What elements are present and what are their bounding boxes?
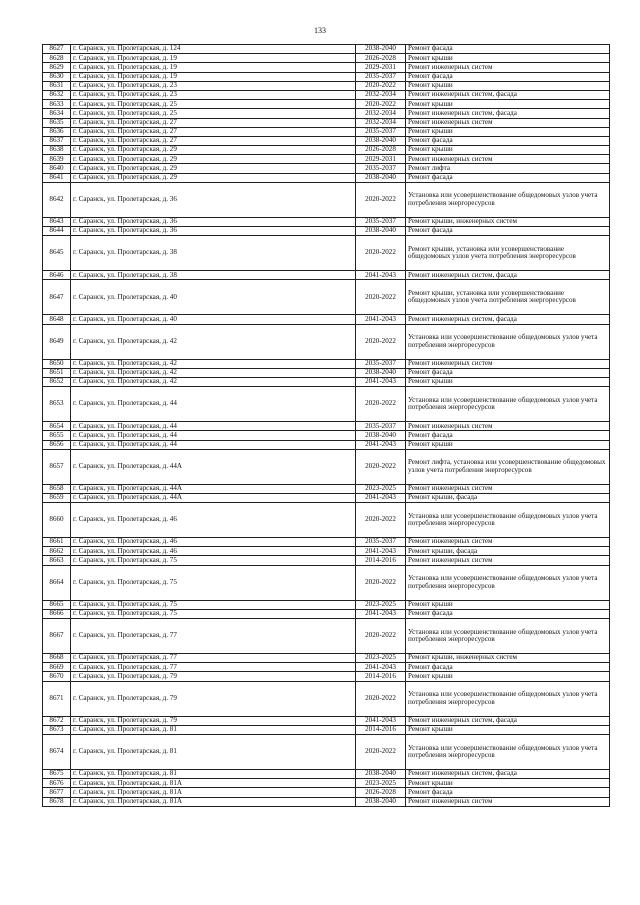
row-work-type: Ремонт лифта (406, 164, 610, 173)
row-period: 2020-2022 (356, 81, 406, 90)
row-address: г. Саранск, ул. Пролетарская, д. 75 (71, 609, 356, 618)
row-work-type: Установка или усовершенствование общедомовых узлов учета потребления энергоресурсов (406, 387, 610, 422)
table-row (43, 182, 610, 217)
row-period: 2020-2022 (356, 565, 406, 600)
table-row (43, 136, 610, 145)
row-work-type: Ремонт крыши (406, 127, 610, 136)
row-work-type: Ремонт лифта, установка или усовершенствование общедомовых узлов учета потребления энергоресурсов (406, 449, 610, 484)
row-address: г. Саранск, ул. Пролетарская, д. 29 (71, 173, 356, 182)
row-number: 8643 (43, 217, 71, 226)
row-period: 2026-2028 (356, 146, 406, 155)
row-number: 8656 (43, 440, 71, 449)
row-period: 2041-2043 (356, 440, 406, 449)
row-number: 8632 (43, 90, 71, 99)
row-number: 8660 (43, 503, 71, 538)
row-address: г. Саранск, ул. Пролетарская, д. 40 (71, 280, 356, 315)
row-number: 8635 (43, 118, 71, 127)
row-address: г. Саранск, ул. Пролетарская, д. 27 (71, 136, 356, 145)
row-work-type: Установка или усовершенствование общедомовых узлов учета потребления энергоресурсов (406, 734, 610, 769)
row-work-type: Ремонт крыши (406, 672, 610, 681)
row-period: 2032-2034 (356, 109, 406, 118)
row-work-type: Ремонт инженерных систем, фасада (406, 90, 610, 99)
table-row (43, 538, 610, 547)
table-row (43, 556, 610, 565)
row-work-type: Ремонт крыши (406, 54, 610, 63)
table-row (43, 173, 610, 182)
row-address: г. Саранск, ул. Пролетарская, д. 44 (71, 387, 356, 422)
row-address: г. Саранск, ул. Пролетарская, д. 42 (71, 324, 356, 359)
row-address: г. Саранск, ул. Пролетарская, д. 19 (71, 54, 356, 63)
row-work-type: Установка или усовершенствование общедомовых узлов учета потребления энергоресурсов (406, 503, 610, 538)
row-address: г. Саранск, ул. Пролетарская, д. 79 (71, 672, 356, 681)
row-number: 8639 (43, 155, 71, 164)
row-address: г. Саранск, ул. Пролетарская, д. 75 (71, 600, 356, 609)
row-number: 8627 (43, 45, 71, 54)
row-period: 2035-2037 (356, 217, 406, 226)
row-period: 2032-2034 (356, 90, 406, 99)
row-address: г. Саранск, ул. Пролетарская, д. 23 (71, 90, 356, 99)
row-number: 8677 (43, 788, 71, 797)
row-period: 2020-2022 (356, 236, 406, 271)
row-period: 2035-2037 (356, 72, 406, 81)
table-row (43, 227, 610, 236)
row-work-type: Ремонт фасада (406, 136, 610, 145)
repair-schedule-table (42, 44, 610, 807)
row-number: 8667 (43, 619, 71, 654)
row-address: г. Саранск, ул. Пролетарская, д. 81 (71, 734, 356, 769)
row-address: г. Саранск, ул. Пролетарская, д. 36 (71, 182, 356, 217)
table-body (43, 45, 610, 807)
row-period: 2035-2037 (356, 538, 406, 547)
row-work-type: Установка или усовершенствование общедомовых узлов учета потребления энергоресурсов (406, 681, 610, 716)
table-row (43, 109, 610, 118)
row-work-type: Ремонт крыши (406, 600, 610, 609)
row-work-type: Ремонт фасада (406, 788, 610, 797)
row-period: 2026-2028 (356, 54, 406, 63)
row-address: г. Саранск, ул. Пролетарская, д. 42 (71, 359, 356, 368)
table-row (43, 440, 610, 449)
table-row (43, 431, 610, 440)
row-period: 2038-2040 (356, 45, 406, 54)
row-address: г. Саранск, ул. Пролетарская, д. 40 (71, 315, 356, 324)
row-address: г. Саранск, ул. Пролетарская, д. 44А (71, 493, 356, 502)
row-work-type: Ремонт инженерных систем (406, 63, 610, 72)
row-period: 2014-2016 (356, 725, 406, 734)
row-work-type: Ремонт инженерных систем, фасада (406, 769, 610, 778)
row-address: г. Саранск, ул. Пролетарская, д. 19 (71, 63, 356, 72)
row-work-type: Ремонт крыши (406, 440, 610, 449)
row-number: 8668 (43, 654, 71, 663)
row-address: г. Саранск, ул. Пролетарская, д. 19 (71, 72, 356, 81)
row-address: г. Саранск, ул. Пролетарская, д. 44А (71, 484, 356, 493)
row-number: 8662 (43, 547, 71, 556)
row-period: 2041-2043 (356, 315, 406, 324)
row-number: 8661 (43, 538, 71, 547)
row-period: 2038-2040 (356, 136, 406, 145)
row-work-type: Ремонт фасада (406, 173, 610, 182)
row-number: 8641 (43, 173, 71, 182)
row-period: 2029-2031 (356, 63, 406, 72)
row-period: 2041-2043 (356, 663, 406, 672)
table-row (43, 609, 610, 618)
row-period: 2020-2022 (356, 681, 406, 716)
row-period: 2020-2022 (356, 503, 406, 538)
row-work-type: Ремонт крыши, инженерных систем (406, 217, 610, 226)
table-row (43, 600, 610, 609)
table-row (43, 164, 610, 173)
row-period: 2038-2040 (356, 769, 406, 778)
row-number: 8670 (43, 672, 71, 681)
row-number: 8634 (43, 109, 71, 118)
row-number: 8642 (43, 182, 71, 217)
row-address: г. Саранск, ул. Пролетарская, д. 42 (71, 368, 356, 377)
row-number: 8651 (43, 368, 71, 377)
table-row (43, 81, 610, 90)
row-address: г. Саранск, ул. Пролетарская, д. 81А (71, 788, 356, 797)
row-address: г. Саранск, ул. Пролетарская, д. 44 (71, 422, 356, 431)
row-number: 8646 (43, 271, 71, 280)
row-address: г. Саранск, ул. Пролетарская, д. 36 (71, 227, 356, 236)
table-row (43, 280, 610, 315)
row-work-type: Ремонт крыши, установка или усовершенствование общедомовых узлов учета потребления энергоресурсов (406, 280, 610, 315)
row-work-type: Ремонт инженерных систем (406, 797, 610, 806)
row-number: 8657 (43, 449, 71, 484)
row-number: 8664 (43, 565, 71, 600)
row-work-type: Ремонт фасада (406, 663, 610, 672)
table-row (43, 681, 610, 716)
table-row (43, 63, 610, 72)
row-address: г. Саранск, ул. Пролетарская, д. 38 (71, 236, 356, 271)
row-period: 2041-2043 (356, 377, 406, 386)
row-number: 8676 (43, 779, 71, 788)
row-address: г. Саранск, ул. Пролетарская, д. 79 (71, 716, 356, 725)
row-period: 2020-2022 (356, 619, 406, 654)
row-period: 2035-2037 (356, 164, 406, 173)
row-number: 8652 (43, 377, 71, 386)
row-number: 8671 (43, 681, 71, 716)
row-period: 2020-2022 (356, 100, 406, 109)
row-number: 8649 (43, 324, 71, 359)
table-row (43, 547, 610, 556)
row-work-type: Ремонт крыши, фасада (406, 547, 610, 556)
row-address: г. Саранск, ул. Пролетарская, д. 42 (71, 377, 356, 386)
table-row (43, 769, 610, 778)
row-work-type: Установка или усовершенствование общедомовых узлов учета потребления энергоресурсов (406, 182, 610, 217)
row-period: 2029-2031 (356, 155, 406, 164)
row-number: 8650 (43, 359, 71, 368)
row-number: 8654 (43, 422, 71, 431)
page-number: 133 (314, 26, 326, 35)
row-period: 2014-2016 (356, 556, 406, 565)
row-period: 2014-2016 (356, 672, 406, 681)
row-address: г. Саранск, ул. Пролетарская, д. 81 (71, 725, 356, 734)
row-number: 8637 (43, 136, 71, 145)
row-number: 8644 (43, 227, 71, 236)
row-period: 2041-2043 (356, 547, 406, 556)
row-address: г. Саранск, ул. Пролетарская, д. 124 (71, 45, 356, 54)
row-work-type: Ремонт инженерных систем (406, 422, 610, 431)
row-address: г. Саранск, ул. Пролетарская, д. 38 (71, 271, 356, 280)
row-address: г. Саранск, ул. Пролетарская, д. 27 (71, 118, 356, 127)
table-row (43, 54, 610, 63)
row-number: 8638 (43, 146, 71, 155)
row-work-type: Ремонт фасада (406, 45, 610, 54)
table-row (43, 779, 610, 788)
row-address: г. Саранск, ул. Пролетарская, д. 81А (71, 779, 356, 788)
row-address: г. Саранск, ул. Пролетарская, д. 75 (71, 556, 356, 565)
table-row (43, 725, 610, 734)
row-period: 2020-2022 (356, 449, 406, 484)
row-period: 2032-2034 (356, 118, 406, 127)
row-number: 8669 (43, 663, 71, 672)
row-work-type: Ремонт инженерных систем, фасада (406, 716, 610, 725)
table-row (43, 236, 610, 271)
row-address: г. Саранск, ул. Пролетарская, д. 44 (71, 440, 356, 449)
table-row (43, 118, 610, 127)
row-address: г. Саранск, ул. Пролетарская, д. 44 (71, 431, 356, 440)
row-period: 2041-2043 (356, 716, 406, 725)
row-number: 8666 (43, 609, 71, 618)
table-row (43, 45, 610, 54)
table-row (43, 654, 610, 663)
row-number: 8674 (43, 734, 71, 769)
row-number: 8630 (43, 72, 71, 81)
row-address: г. Саранск, ул. Пролетарская, д. 29 (71, 155, 356, 164)
row-address: г. Саранск, ул. Пролетарская, д. 23 (71, 81, 356, 90)
row-address: г. Саранск, ул. Пролетарская, д. 29 (71, 146, 356, 155)
table-row (43, 716, 610, 725)
table-row (43, 484, 610, 493)
row-number: 8653 (43, 387, 71, 422)
row-address: г. Саранск, ул. Пролетарская, д. 75 (71, 565, 356, 600)
row-period: 2023-2025 (356, 779, 406, 788)
row-address: г. Саранск, ул. Пролетарская, д. 27 (71, 127, 356, 136)
row-work-type: Ремонт инженерных систем (406, 538, 610, 547)
row-period: 2035-2037 (356, 422, 406, 431)
row-period: 2041-2043 (356, 609, 406, 618)
row-period: 2035-2037 (356, 359, 406, 368)
table-row (43, 565, 610, 600)
row-period: 2020-2022 (356, 182, 406, 217)
row-number: 8645 (43, 236, 71, 271)
row-period: 2020-2022 (356, 734, 406, 769)
row-number: 8675 (43, 769, 71, 778)
row-number: 8672 (43, 716, 71, 725)
row-number: 8658 (43, 484, 71, 493)
row-address: г. Саранск, ул. Пролетарская, д. 36 (71, 217, 356, 226)
table-row (43, 324, 610, 359)
row-number: 8665 (43, 600, 71, 609)
row-work-type: Ремонт крыши (406, 779, 610, 788)
table-row (43, 377, 610, 386)
row-work-type: Ремонт крыши (406, 377, 610, 386)
row-period: 2023-2025 (356, 600, 406, 609)
row-address: г. Саранск, ул. Пролетарская, д. 46 (71, 538, 356, 547)
row-work-type: Ремонт инженерных систем, фасада (406, 109, 610, 118)
row-period: 2041-2043 (356, 493, 406, 502)
table-row (43, 493, 610, 502)
table-row (43, 663, 610, 672)
row-work-type: Установка или усовершенствование общедомовых узлов учета потребления энергоресурсов (406, 324, 610, 359)
row-work-type: Ремонт крыши (406, 146, 610, 155)
table-row (43, 359, 610, 368)
row-work-type: Ремонт крыши (406, 100, 610, 109)
row-work-type: Ремонт инженерных систем (406, 484, 610, 493)
row-number: 8636 (43, 127, 71, 136)
row-number: 8629 (43, 63, 71, 72)
row-address: г. Саранск, ул. Пролетарская, д. 25 (71, 109, 356, 118)
row-work-type: Ремонт крыши, фасада (406, 493, 610, 502)
table-row (43, 797, 610, 806)
row-work-type: Ремонт фасада (406, 609, 610, 618)
row-number: 8640 (43, 164, 71, 173)
row-number: 8673 (43, 725, 71, 734)
table-row (43, 90, 610, 99)
table-row (43, 127, 610, 136)
row-period: 2020-2022 (356, 324, 406, 359)
row-period: 2038-2040 (356, 173, 406, 182)
row-work-type: Установка или усовершенствование общедомовых узлов учета потребления энергоресурсов (406, 565, 610, 600)
row-address: г. Саранск, ул. Пролетарская, д. 77 (71, 654, 356, 663)
row-period: 2020-2022 (356, 280, 406, 315)
row-address: г. Саранск, ул. Пролетарская, д. 81 (71, 769, 356, 778)
row-work-type: Ремонт инженерных систем (406, 155, 610, 164)
row-work-type: Ремонт крыши (406, 725, 610, 734)
row-address: г. Саранск, ул. Пролетарская, д. 25 (71, 100, 356, 109)
table-row (43, 449, 610, 484)
row-period: 2023-2025 (356, 654, 406, 663)
row-period: 2038-2040 (356, 227, 406, 236)
table-row (43, 315, 610, 324)
row-number: 8631 (43, 81, 71, 90)
table-row (43, 387, 610, 422)
row-number: 8655 (43, 431, 71, 440)
row-work-type: Ремонт крыши (406, 81, 610, 90)
row-period: 2035-2037 (356, 127, 406, 136)
table-row (43, 155, 610, 164)
row-period: 2023-2025 (356, 484, 406, 493)
row-number: 8663 (43, 556, 71, 565)
row-number: 8647 (43, 280, 71, 315)
row-work-type: Ремонт инженерных систем, фасада (406, 271, 610, 280)
table-row (43, 672, 610, 681)
table-row (43, 100, 610, 109)
table-row (43, 619, 610, 654)
row-work-type: Ремонт фасада (406, 227, 610, 236)
row-address: г. Саранск, ул. Пролетарская, д. 46 (71, 503, 356, 538)
row-number: 8648 (43, 315, 71, 324)
row-period: 2026-2028 (356, 788, 406, 797)
row-work-type: Ремонт инженерных систем (406, 556, 610, 565)
table-row (43, 217, 610, 226)
row-address: г. Саранск, ул. Пролетарская, д. 77 (71, 619, 356, 654)
row-address: г. Саранск, ул. Пролетарская, д. 77 (71, 663, 356, 672)
table-row (43, 146, 610, 155)
row-period: 2038-2040 (356, 368, 406, 377)
table-row (43, 72, 610, 81)
row-work-type: Установка или усовершенствование общедомовых узлов учета потребления энергоресурсов (406, 619, 610, 654)
row-address: г. Саранск, ул. Пролетарская, д. 29 (71, 164, 356, 173)
row-work-type: Ремонт инженерных систем (406, 118, 610, 127)
row-number: 8678 (43, 797, 71, 806)
row-address: г. Саранск, ул. Пролетарская, д. 81А (71, 797, 356, 806)
row-period: 2041-2043 (356, 271, 406, 280)
row-address: г. Саранск, ул. Пролетарская, д. 44А (71, 449, 356, 484)
row-period: 2020-2022 (356, 387, 406, 422)
row-address: г. Саранск, ул. Пролетарская, д. 79 (71, 681, 356, 716)
table-row (43, 422, 610, 431)
row-work-type: Ремонт фасада (406, 368, 610, 377)
row-period: 2038-2040 (356, 797, 406, 806)
row-work-type: Ремонт инженерных систем (406, 359, 610, 368)
table-row (43, 368, 610, 377)
row-work-type: Ремонт фасада (406, 431, 610, 440)
table-row (43, 503, 610, 538)
row-work-type: Ремонт инженерных систем, фасада (406, 315, 610, 324)
row-number: 8628 (43, 54, 71, 63)
row-number: 8659 (43, 493, 71, 502)
row-period: 2038-2040 (356, 431, 406, 440)
table-row (43, 734, 610, 769)
row-address: г. Саранск, ул. Пролетарская, д. 46 (71, 547, 356, 556)
table-row (43, 271, 610, 280)
row-work-type: Ремонт крыши, установка или усовершенствование общедомовых узлов учета потребления энергоресурсов (406, 236, 610, 271)
row-work-type: Ремонт крыши, инженерных систем (406, 654, 610, 663)
row-number: 8633 (43, 100, 71, 109)
table-row (43, 788, 610, 797)
row-work-type: Ремонт фасада (406, 72, 610, 81)
